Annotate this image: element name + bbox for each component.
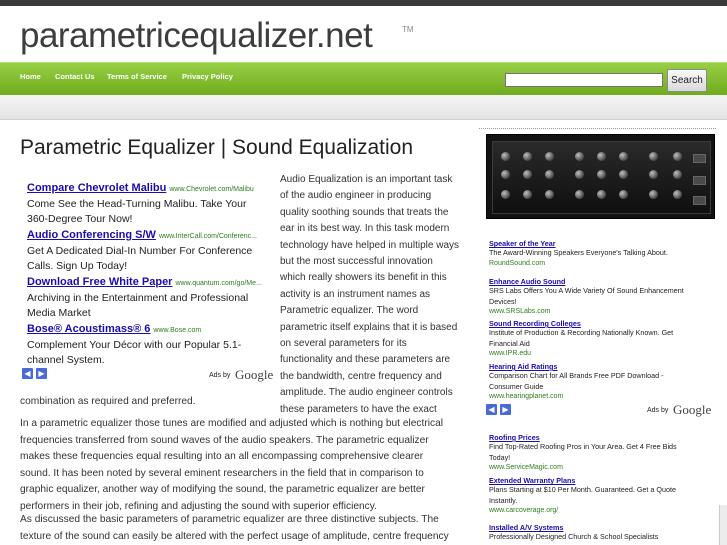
sidebar-ad [489, 277, 699, 317]
sidebar-ad [489, 362, 699, 402]
sidebar-ad-title-link[interactable]: Roofing Prices [489, 433, 540, 442]
knob-icon [575, 152, 584, 161]
sidebar-divider [479, 128, 716, 129]
knob-icon [575, 190, 584, 199]
ad-text: Complement Your Décor with our Popular 5.1- [27, 339, 242, 351]
page-title: Parametric Equalizer | Sound Equalization [20, 136, 414, 159]
knob-icon [545, 152, 554, 161]
nav-home[interactable]: Home [20, 72, 41, 81]
ad-text: Come See the Head-Turning Malibu. Take Your [27, 198, 247, 210]
knob-icon [597, 152, 606, 161]
ad-text: Archiving in the Entertainment and Professional [27, 292, 249, 304]
sidebar-ad-url[interactable]: www.carcoverage.org/ [489, 507, 559, 515]
site-header [0, 6, 727, 62]
ad-url[interactable]: www.Chevrolet.com/Malibu [169, 186, 254, 193]
sub-header-band [0, 95, 727, 120]
sidebar-ad [489, 239, 699, 269]
knob-icon [501, 190, 510, 199]
knob-icon [673, 190, 682, 199]
body-paragraph: As discussed the basic parameters of parametric equalizer are three distinctive subjects. The texture of the sound can easily be altered with the perfect usage of amplitude, centre frequency [20, 514, 449, 542]
search-input[interactable] [505, 73, 663, 87]
knob-icon [501, 152, 510, 161]
site-title[interactable]: parametricequalizer.net [20, 16, 373, 55]
knob-icon [523, 152, 532, 161]
knob-icon [501, 170, 510, 179]
knob-icon [575, 170, 584, 179]
sidebar-ad-title-link[interactable]: Enhance Audio Sound [489, 277, 566, 286]
nav-terms-of-service[interactable]: Terms of Service [107, 72, 167, 81]
ads-by-label: Ads by [209, 372, 231, 379]
sidebar-ad [489, 319, 699, 359]
trademark-mark: TM [402, 25, 414, 34]
sidebar-ad-url[interactable]: www.hearingplanet.com [489, 393, 564, 401]
sidebar-ad-text: Devices! [489, 296, 517, 306]
google-logo[interactable]: Google [235, 367, 274, 382]
intro-text: Audio Equalization is an important task of the audio engineer in producing quality soothing sounds that treats the ear in its best way. In this task modern technology have helped in multiple ways but the most successful innovation which really showers its benefit in this activity is an instrument names as Parametric equalizer. The word parametric itself explains that it is based on several parameters for its functionality and these parameters are the bandwidth, centre frequency and amplitude. The audio engineer controls these parameters to have the exact [280, 174, 459, 415]
sidebar-ad [489, 433, 699, 473]
ad-url[interactable]: www.Bose.com [153, 327, 202, 334]
main-nav [0, 62, 727, 96]
ad-text: 360-Degree Tour Now! [27, 213, 133, 225]
sidebar-ad-title-link[interactable]: Extended Warranty Plans [489, 476, 576, 485]
knob-icon [523, 190, 532, 199]
sidebar-ad-url[interactable]: www.SRSLabs.com [489, 308, 551, 316]
sidebar-ad-text: Consumer Guide [489, 381, 544, 391]
sidebar-ad-url[interactable]: www.ServiceMagic.com [489, 464, 563, 472]
knob-icon [619, 190, 628, 199]
knob-icon [523, 170, 532, 179]
sidebar [467, 120, 727, 545]
sidebar-ad-url[interactable]: RoundSound.com [489, 259, 546, 267]
knob-icon [545, 190, 554, 199]
prev-arrow-icon[interactable]: ◀ [22, 368, 33, 379]
knob-icon [673, 170, 682, 179]
body-paragraph: In a parametric equalizer those tunes are modified and adjusted which is nothing but electrical frequencies transferred from sound waves of the audio speakers. The parametric equalizer makes these frequencies equal resulting into an all encompassing comprehensive clearer sound. It has been noted by several eminent researchers in the field that in comparison to graphic equalizer, another way of modifying the sound, the parametric equalizer are better performers in their job, refining and adjusting the sound with superior efficiency. [20, 418, 444, 512]
switch-icon [693, 196, 706, 205]
knob-icon [649, 152, 658, 161]
main-content [0, 120, 467, 545]
ad-item [27, 272, 270, 320]
sidebar-ad-text: Institute of Production & Recording Nationally Known. Get [489, 328, 674, 337]
sidebar-ad-text: Comparison Chart for All Brands Free PDF Download - [489, 371, 664, 380]
equalizer-panel [492, 141, 711, 214]
ad-item [27, 178, 270, 226]
ad-text: Media Market [27, 307, 91, 319]
ad-item [27, 319, 270, 367]
ad-title-link[interactable]: Audio Conferencing S/W [27, 229, 156, 241]
scrollbar[interactable] [719, 505, 727, 545]
knob-icon [597, 170, 606, 179]
sidebar-ad-text: Instantly. [489, 495, 518, 505]
body-paragraph: combination as required and preferred. [20, 396, 196, 407]
sidebar-ad-title-link[interactable]: Sound Recording Colleges [489, 319, 581, 328]
sidebar-ad-title-link[interactable]: Hearing Aid Ratings [489, 362, 558, 371]
next-arrow-icon[interactable]: ▶ [36, 368, 47, 379]
ad-url[interactable]: www.quantum.com/go/Me... [175, 280, 262, 287]
search-button[interactable]: Search [667, 69, 707, 92]
sidebar-ad-text: Find Top-Rated Roofing Pros in Your Area. Get 4 Free Bids [489, 442, 677, 451]
sidebar-ad [489, 476, 699, 516]
ad-url[interactable]: www.InterCall.com/Conferenc... [158, 233, 257, 240]
knob-icon [673, 152, 682, 161]
knob-icon [597, 190, 606, 199]
sidebar-ad-title-link[interactable]: Speaker of the Year [489, 239, 556, 248]
knob-icon [619, 170, 628, 179]
sidebar-ad [489, 523, 699, 543]
knob-icon [545, 170, 554, 179]
knob-icon [649, 170, 658, 179]
ad-block [22, 176, 274, 386]
sidebar-ad-title-link[interactable]: Installed A/V Systems [489, 523, 564, 532]
ad-text: channel System. [27, 354, 105, 366]
ad-title-link[interactable]: Bose® Acoustimass® 6 [27, 323, 151, 335]
ad-text: Calls. Sign Up Today! [27, 260, 128, 272]
sidebar-ad-text: Today! [489, 452, 511, 462]
ad-title-link[interactable]: Download Free White Paper [27, 276, 173, 288]
google-logo[interactable]: Google [673, 402, 712, 417]
ads-by-label: Ads by [647, 407, 669, 414]
sidebar-ad-text: Professionally Designed Church & School Specialists [489, 532, 659, 541]
ad-item [27, 225, 270, 273]
sidebar-ad-text: Plans Starting at $10 Per Month. Guaranteed. Get a Quote [489, 485, 676, 494]
nav-contact-us[interactable]: Contact Us [55, 72, 95, 81]
knob-icon [619, 152, 628, 161]
next-arrow-icon[interactable]: ▶ [500, 404, 511, 415]
switch-icon [693, 176, 706, 185]
sidebar-ad-text: SRS Labs Offers You A Wide Variety Of Sound Enhancement [489, 286, 684, 295]
sidebar-ad-text: The Award-Winning Speakers Everyone's Talking About. [489, 248, 668, 257]
ad-title-link[interactable]: Compare Chevrolet Malibu [27, 182, 167, 194]
nav-privacy-policy[interactable]: Privacy Policy [182, 72, 233, 81]
prev-arrow-icon[interactable]: ◀ [486, 404, 497, 415]
sidebar-ad-text: Financial Aid [489, 338, 530, 348]
equalizer-image [486, 134, 715, 219]
knob-icon [649, 190, 658, 199]
switch-icon [693, 154, 706, 163]
ad-text: Get A Dedicated Dial-In Number For Conference [27, 245, 253, 257]
sidebar-ad-url[interactable]: www.IPR.edu [489, 350, 532, 358]
